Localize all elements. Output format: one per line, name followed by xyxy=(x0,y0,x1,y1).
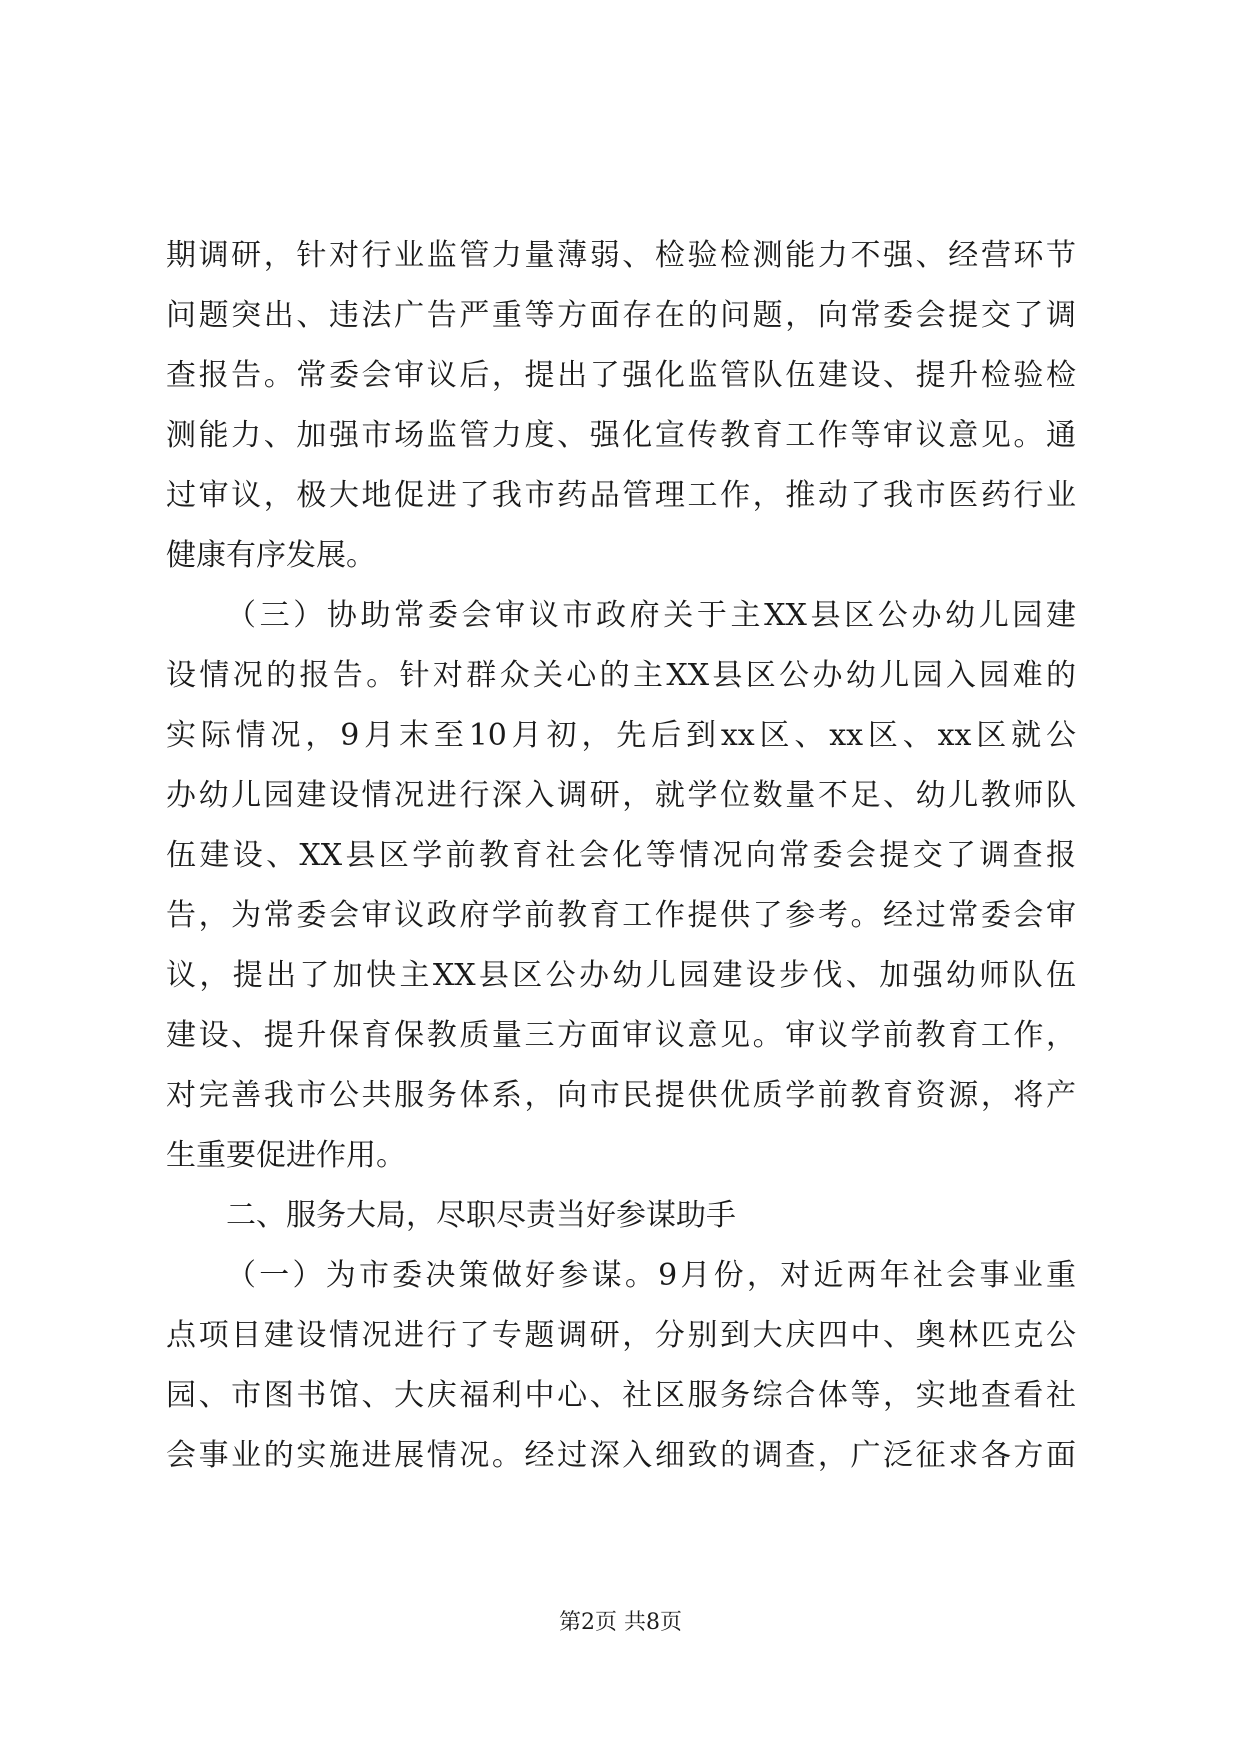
text-line: 实际情况，9月末至10月初，先后到xx区、xx区、xx区就公 xyxy=(166,718,1076,753)
text-line: 园、市图书馆、大庆福利中心、社区服务综合体等，实地查看社 xyxy=(166,1378,1076,1413)
text-line: 二、服务大局，尽职尽责当好参谋助手 xyxy=(226,1198,736,1233)
body-text xyxy=(166,226,1076,1486)
text-line: 告，为常委会审议政府学前教育工作提供了参考。经过常委会审 xyxy=(166,898,1076,933)
text-line: 测能力、加强市场监管力度、强化宣传教育工作等审议意见。通 xyxy=(166,418,1076,453)
text-line: 问题突出、违法广告严重等方面存在的问题，向常委会提交了调 xyxy=(166,298,1076,333)
text-line: 健康有序发展。 xyxy=(166,538,376,573)
text-line: 生重要促进作用。 xyxy=(166,1138,406,1173)
page-footer: 第2页 共8页 xyxy=(559,1610,682,1635)
text-line: 建设、提升保育保教质量三方面审议意见。审议学前教育工作， xyxy=(166,1018,1076,1053)
text-line: （三）协助常委会审议市政府关于主XX县区公办幼儿园建 xyxy=(226,598,1076,633)
text-line: 议，提出了加快主XX县区公办幼儿园建设步伐、加强幼师队伍 xyxy=(166,958,1076,993)
text-line: 设情况的报告。针对群众关心的主XX县区公办幼儿园入园难的 xyxy=(166,658,1076,693)
text-line: 点项目建设情况进行了专题调研，分别到大庆四中、奥林匹克公 xyxy=(166,1318,1076,1353)
text-line: 过审议，极大地促进了我市药品管理工作，推动了我市医药行业 xyxy=(166,478,1076,513)
text-line: 伍建设、XX县区学前教育社会化等情况向常委会提交了调查报 xyxy=(166,838,1076,873)
text-line: 办幼儿园建设情况进行深入调研，就学位数量不足、幼儿教师队 xyxy=(166,778,1076,813)
text-line: （一）为市委决策做好参谋。9月份，对近两年社会事业重 xyxy=(226,1258,1076,1293)
text-line: 会事业的实施进展情况。经过深入细致的调查，广泛征求各方面 xyxy=(166,1438,1076,1473)
text-line: 查报告。常委会审议后，提出了强化监管队伍建设、提升检验检 xyxy=(166,358,1076,393)
text-line: 对完善我市公共服务体系，向市民提供优质学前教育资源，将产 xyxy=(166,1078,1076,1113)
text-line: 期调研，针对行业监管力量薄弱、检验检测能力不强、经营环节 xyxy=(166,238,1076,273)
